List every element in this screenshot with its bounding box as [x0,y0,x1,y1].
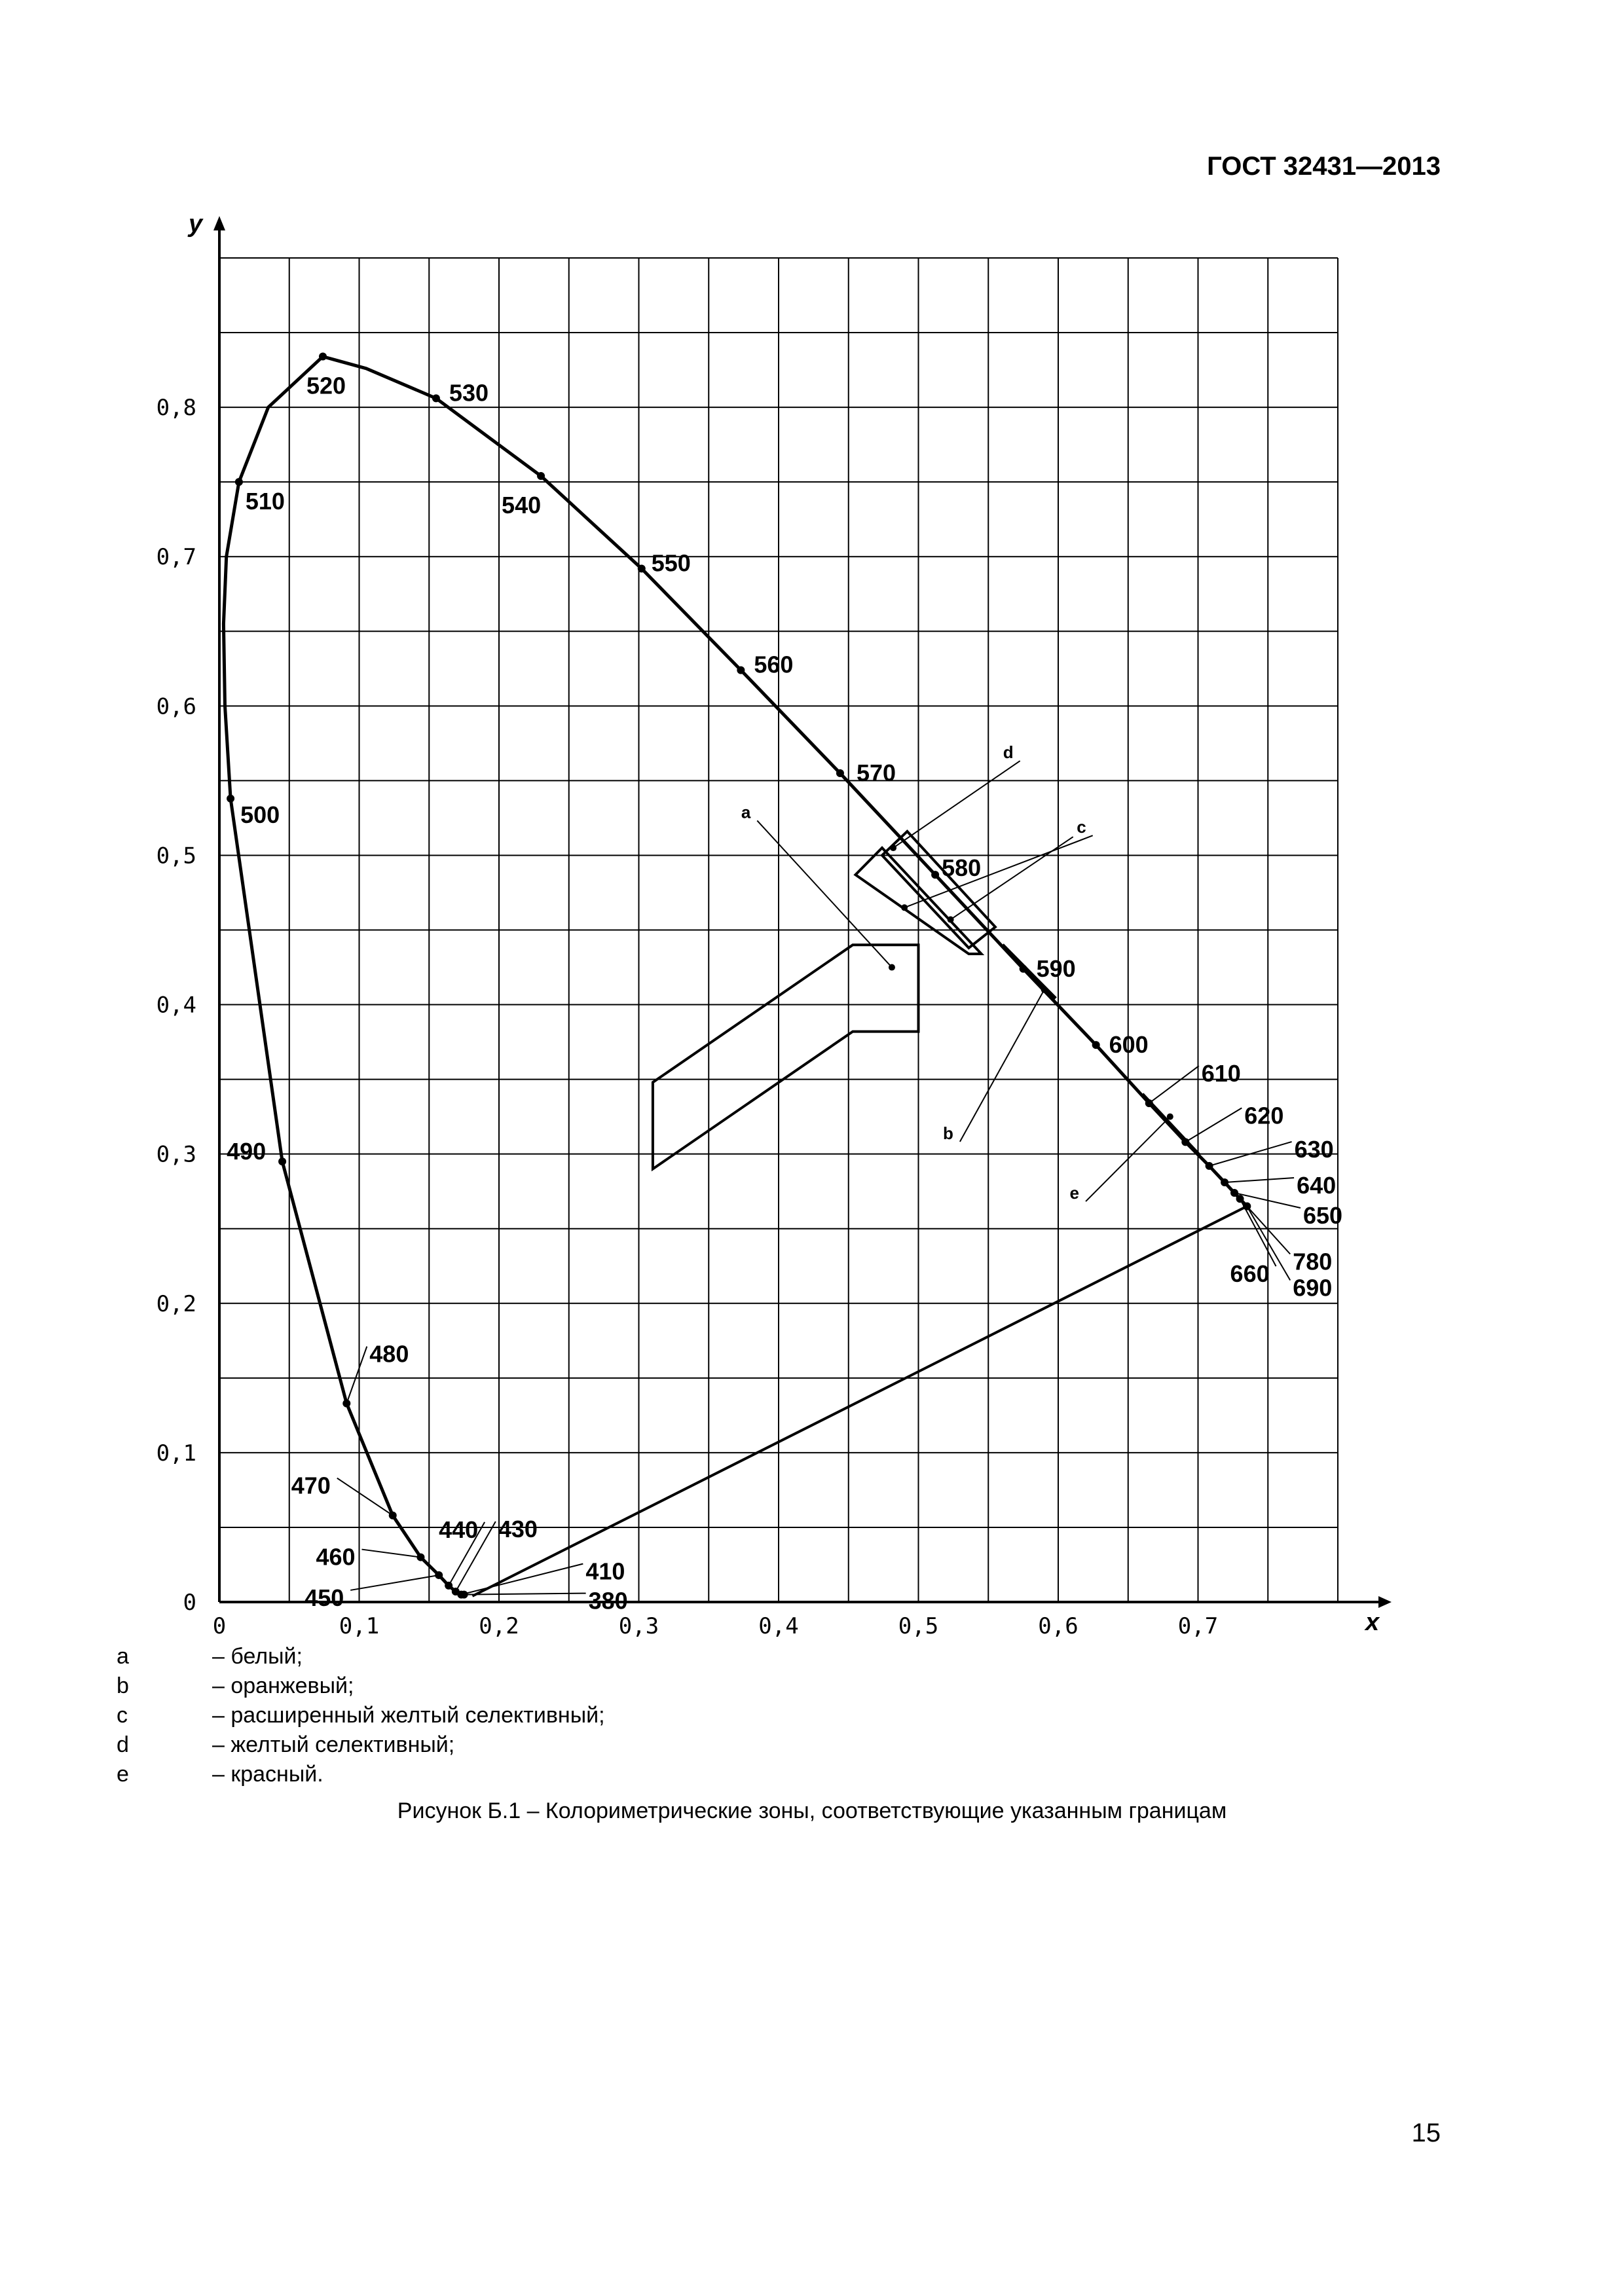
wavelength-label-430: 430 [498,1516,538,1543]
legend-key: e [117,1762,129,1787]
wavelength-leader-410 [461,1564,583,1595]
legend-text: – оранжевый; [212,1673,354,1698]
wavelength-dot-540 [537,472,545,480]
y-tick-label: 0,7 [156,544,196,571]
y-tick-label: 0,6 [156,693,196,720]
zone-point-c2 [948,917,954,923]
zone-label-c: c [1077,817,1086,837]
wavelength-label-570: 570 [856,759,896,786]
wavelength-leader-610 [1149,1066,1199,1103]
wavelength-label-530: 530 [449,379,489,407]
legend [117,1642,605,1789]
y-tick-label: 0,5 [156,843,196,869]
wavelength-leader-450 [350,1575,439,1590]
wavelength-dot-550 [638,564,646,572]
x-axis-arrow [1378,1596,1392,1608]
wavelength-label-480: 480 [369,1340,409,1368]
y-tick-label: 0,4 [156,992,196,1019]
wavelength-leader-460 [361,1550,420,1558]
wavelength-leader-380 [464,1594,586,1595]
x-tick-label: 0,2 [479,1613,519,1637]
legend-key: c [117,1703,128,1728]
wavelength-label-460: 460 [316,1543,356,1571]
y-tick-label: 0,2 [156,1290,196,1317]
y-tick-label: 0,3 [156,1141,196,1168]
legend-key: a [117,1644,129,1669]
zone-point-c [901,904,908,911]
y-tick-label: 0,8 [156,395,196,422]
document-header: ГОСТ 32431—2013 [1207,152,1441,181]
zone-leader-a [757,820,892,967]
wavelength-dot-600 [1092,1041,1100,1049]
legend-item-a [117,1642,605,1671]
curves [223,357,1247,1596]
wavelength-label-610: 610 [1201,1060,1241,1087]
x-tick-label: 0,7 [1177,1613,1219,1637]
wavelength-markers [227,353,1342,1614]
wavelength-label-600: 600 [1109,1031,1149,1059]
grid [219,258,1338,1602]
wavelength-leader-620 [1185,1108,1242,1142]
legend-item-d [117,1730,605,1760]
wavelength-dot-590 [1020,965,1027,973]
wavelength-label-580: 580 [942,854,982,882]
zones [653,742,1200,1203]
wavelength-label-410: 410 [585,1558,625,1585]
axes [187,210,1392,1636]
x-tick-label: 0,3 [618,1613,659,1637]
wavelength-dot-500 [227,795,234,803]
zone-label-a: a [741,802,751,822]
figure-caption: Рисунок Б.1 – Колориметрические зоны, соответствующие указанным границам [397,1798,1227,1823]
wavelength-label-640: 640 [1297,1172,1337,1199]
wavelength-leader-640 [1225,1178,1294,1182]
x-tick-label: 0,1 [339,1613,380,1637]
wavelength-label-440: 440 [439,1516,479,1543]
wavelength-dot-520 [319,353,327,361]
x-axis-label: x [1365,1609,1380,1636]
legend-key: b [117,1673,129,1698]
spectral-locus [223,357,1247,1595]
wavelength-label-490: 490 [227,1138,267,1165]
wavelength-dot-490 [278,1157,286,1165]
legend-text: – расширенный желтый селективный; [212,1703,605,1728]
wavelength-label-500: 500 [240,801,280,828]
zone-leader-b [960,990,1044,1142]
page-number: 15 [1411,2119,1441,2147]
wavelength-dot-560 [737,666,745,674]
wavelength-label-450: 450 [304,1584,344,1611]
zone-label-d: d [1003,742,1014,763]
wavelength-dot-510 [235,478,243,486]
y-tick-label: 0 [183,1590,196,1616]
zone-leader-d [893,761,1020,848]
wavelength-dot-530 [432,394,440,402]
wavelength-label-560: 560 [754,651,794,678]
zone-point-e [1167,1114,1173,1120]
purple-line [472,1207,1247,1596]
wavelength-label-510: 510 [245,488,285,515]
wavelength-label-540: 540 [502,492,542,519]
x-tick-label: 0,4 [758,1613,799,1637]
wavelength-label-550: 550 [651,549,691,577]
wavelength-label-620: 620 [1244,1102,1284,1129]
x-tick-label: 0,6 [1038,1613,1079,1637]
zone-label-e: e [1069,1183,1080,1203]
wavelength-label-690: 690 [1293,1274,1333,1302]
legend-text: – белый; [212,1644,303,1669]
legend-text: – красный. [212,1762,323,1787]
x-tick-label: 0 [212,1613,227,1637]
zone-point-b [1041,987,1048,993]
legend-item-e [117,1760,605,1789]
zone-a [653,945,919,1169]
legend-item-b [117,1671,605,1701]
zone-label-b: b [942,1123,953,1143]
wavelength-label-650: 650 [1303,1201,1343,1229]
wavelength-label-630: 630 [1294,1135,1334,1163]
y-axis-label: y [189,210,203,238]
wavelength-dot-580 [931,871,939,879]
legend-key: d [117,1732,129,1757]
legend-text: – желтый селективный; [212,1732,455,1757]
y-axis-arrow [213,216,225,230]
zone-point-a [889,964,895,971]
wavelength-label-660: 660 [1230,1260,1270,1288]
wavelength-label-470: 470 [291,1472,331,1499]
x-tick-label: 0,5 [898,1613,939,1637]
wavelength-label-590: 590 [1036,955,1076,982]
wavelength-label-380: 380 [588,1587,628,1614]
wavelength-label-780: 780 [1293,1248,1333,1275]
y-tick-label: 0,1 [156,1440,196,1467]
legend-item-c [117,1701,605,1730]
wavelength-leader-480 [346,1347,367,1404]
wavelength-dot-570 [836,769,844,777]
wavelength-label-520: 520 [306,372,346,399]
zone-point-d [890,845,896,851]
